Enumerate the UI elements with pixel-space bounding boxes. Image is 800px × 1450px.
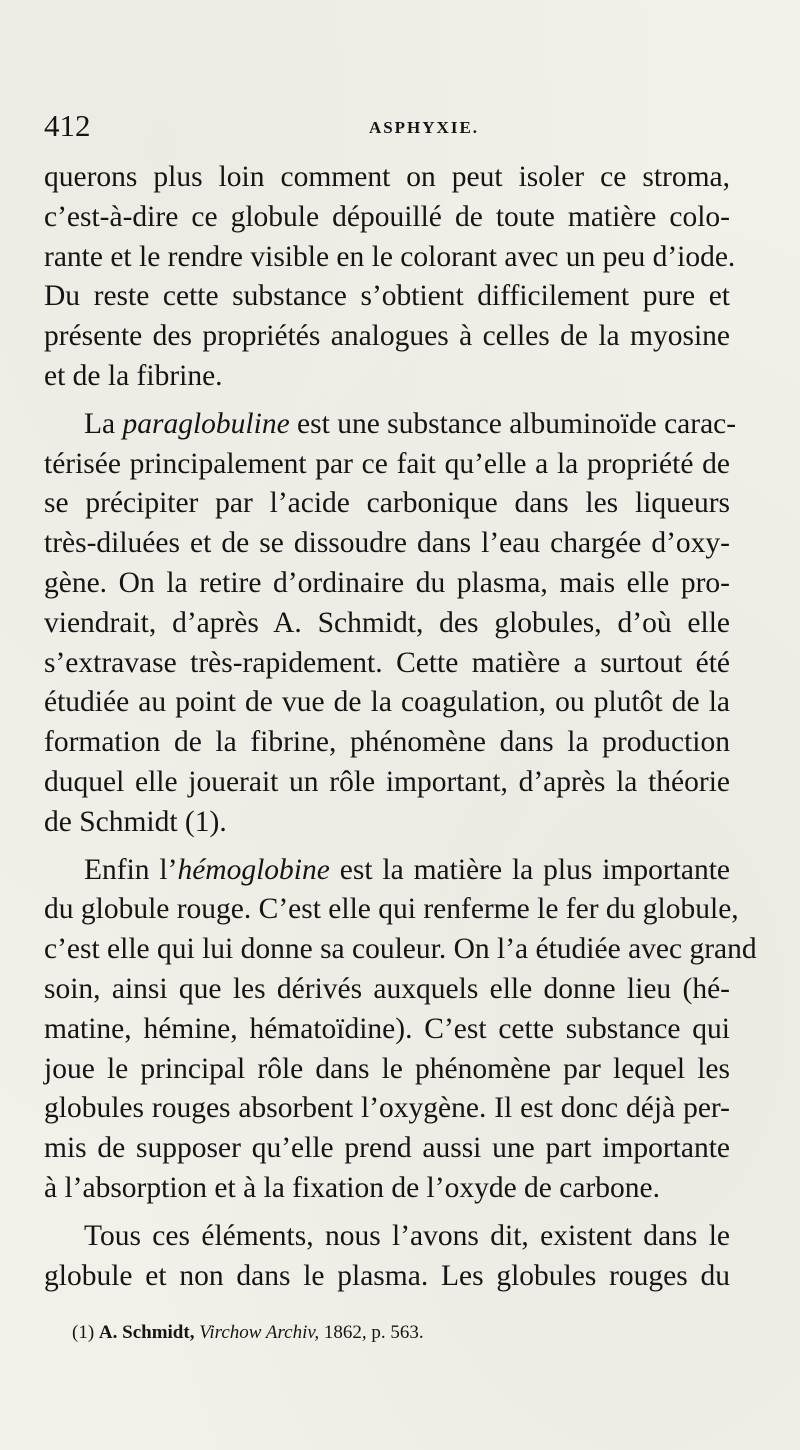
text-run: rante et le rendre visible en le colorant avec un peu d’iode. [44,240,736,273]
text-run: soin, ainsi que les dérivés auxquels elle donne lieu (hé- [44,972,730,1005]
body-text [44,158,757,1296]
text-line [44,930,757,970]
text-line [44,970,730,1010]
text-run: Enfin l’ [84,853,178,886]
text-run: térisée principalement par ce fait qu’elle a la propriété de [44,447,730,480]
text-line [44,198,730,238]
text-line [44,564,730,604]
text-line [44,317,730,357]
running-head: ASPHYXIE. [368,118,480,137]
text-line [44,1169,730,1209]
footnote-marker: (1) [72,1322,95,1343]
text-run: duquel elle jouerait un rôle important, d’après la théorie [44,765,730,798]
text-run: c’est elle qui lui donne sa couleur. On l’a étudiée avec grand [44,933,757,966]
text-line [44,1050,730,1090]
page-header [44,108,744,148]
text-line [44,803,730,843]
text-run: c’est-à-dire ce globule dépouillé de toute matière colo- [44,200,730,233]
text-line [44,445,730,485]
text-run: à l’absorption et à la fixation de l’oxyde de carbone. [44,1171,660,1204]
footnote-journal: Virchow Archiv, [199,1322,320,1343]
text-line [44,851,730,891]
footnote-details: 1862, p. 563. [319,1322,424,1343]
text-run: du globule rouge. C’est elle qui renferme le fer du globule, [44,893,739,926]
page-number: 412 [44,108,91,143]
text-line [44,1089,730,1129]
text-line [44,238,736,278]
text-line [44,890,739,930]
text-line [44,405,737,445]
text-run: mis de supposer qu’elle prend aussi une part importante [44,1132,730,1165]
text-run: s’extravase très-rapidement. Cette matière a surtout été [44,646,730,679]
footnote [72,1322,424,1344]
text-run: est la matière la plus importante [329,853,731,886]
text-run: globule et non dans le plasma. Les globules rouges du [44,1259,730,1292]
text-run: querons plus loin comment on peut isoler ce stroma, [44,161,730,193]
text-run: et de la fibrine. [44,359,223,392]
text-line [44,357,730,397]
text-line [44,1217,730,1257]
text-run: très-diluées et de se dissoudre dans l’eau chargée d’oxy- [44,527,730,560]
footnote-author: A. Schmidt, [98,1322,195,1343]
italic-term: hémoglobine [177,853,330,886]
text-line [44,524,730,564]
paragraph-gap [44,843,730,851]
text-line [44,644,730,684]
text-run: joue le principal rôle dans le phénomène par lequel les [44,1052,730,1085]
text-run: présente des propriétés analogues à celles de la myosine [44,320,730,353]
text-line [44,484,730,524]
text-line [44,763,730,803]
paragraph-gap [44,1209,730,1217]
text-run: globules rouges absorbent l’oxygène. Il est donc déjà per- [44,1092,730,1125]
text-line [44,1257,730,1297]
text-run: de Schmidt (1). [44,805,227,838]
text-line [44,1129,730,1169]
text-run: matine, hémine, hématoïdine). C’est cette substance qui [44,1012,730,1045]
text-line [44,683,730,723]
text-line [44,158,730,198]
text-line [44,1010,730,1050]
text-run: La [84,407,123,440]
text-run: étudiée au point de vue de la coagulation, ou plutôt de la [44,686,730,719]
text-line [44,604,730,644]
italic-term: paraglobuline [122,407,290,440]
text-line [44,723,730,763]
text-run: est une substance albuminoïde carac- [289,407,737,440]
text-run: formation de la fibrine, phénomène dans la production [44,726,730,759]
text-run: gène. On la retire d’ordinaire du plasma, mais elle pro- [44,566,730,599]
text-run: Tous ces éléments, nous l’avons dit, existent dans le [84,1219,730,1252]
paragraph-gap [44,397,730,405]
text-run: se précipiter par l’acide carbonique dans les liqueurs [44,487,730,520]
text-line [44,277,730,317]
text-run: Du reste cette substance s’obtient difficilement pure et [44,280,730,313]
text-run: viendrait, d’après A. Schmidt, des globules, d’où elle [44,606,730,639]
